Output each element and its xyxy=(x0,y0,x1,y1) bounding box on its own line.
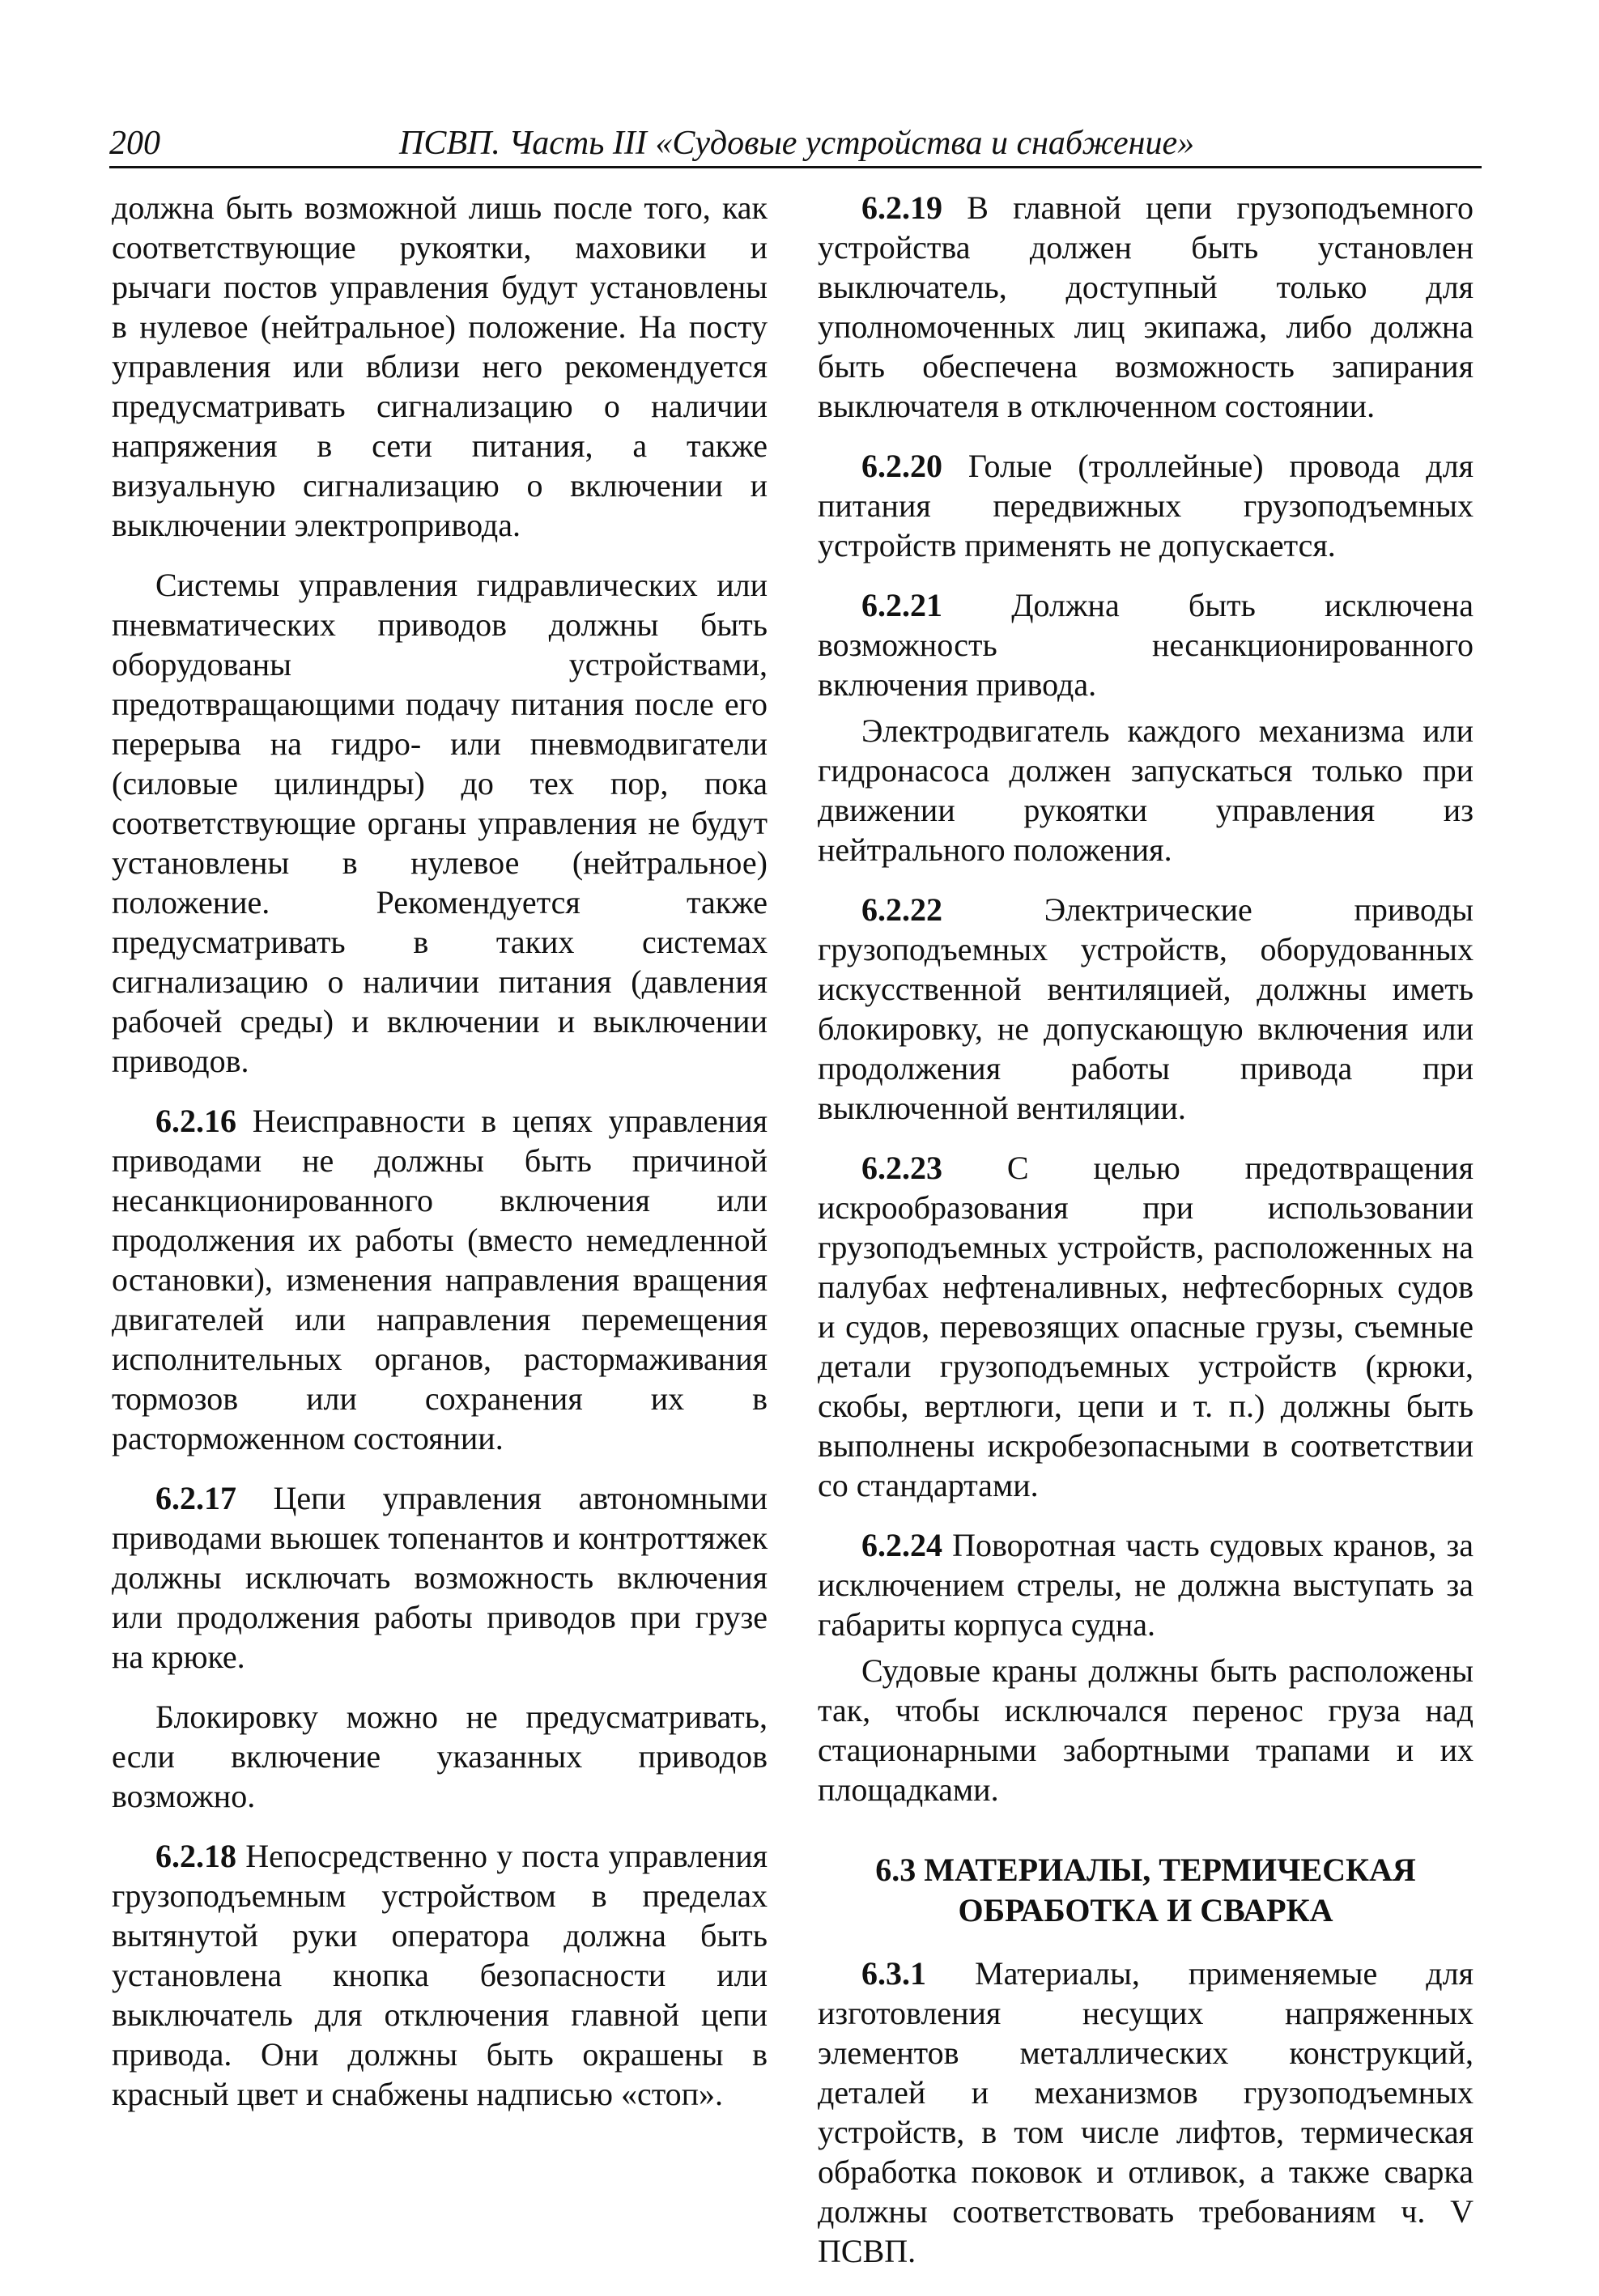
right-column xyxy=(818,188,1474,2291)
clause-number: 6.3.1 xyxy=(861,1955,926,1992)
section-heading xyxy=(818,1850,1474,1931)
clause-text: С целью предотвращения искрообразования при использовании грузоподъемных устройств, расположенных на палубах нефтеналивных, нефтесборных судов и судов, перевозящих опасные грузы, съемные детали грузоподъемных устройств (крюки, скобы, вертлюги, цепи и т. п.) должны быть выполнены искробезопасными в соответствии со стандартами. xyxy=(818,1150,1474,1503)
clause-number: 6.2.24 xyxy=(861,1527,942,1563)
clause-text: Цепи управления автономными приводами вьюшек топенантов и контроттяжек должны исключать возможность включения или продолжения работы приводов при грузе на крюке. xyxy=(112,1480,768,1675)
paragraph-crane-placement: Судовые краны должны быть расположены так, чтобы исключался перенос груза над стационарными забортными трапами и их площадками. xyxy=(818,1652,1474,1808)
clause-text: Материалы, применяемые для изготовления несущих напряженных элементов металлических конструкций, деталей и механизмов грузоподъемных устройств, в том числе лифтов, термическая обработка поковок и отливок, а также сварка должны соответствовать требованиям ч. V ПСВП. xyxy=(818,1955,1474,2269)
clause-6-2-19 xyxy=(818,188,1474,426)
section-heading-line1: 6.3 МАТЕРИАЛЫ, ТЕРМИЧЕСКАЯ xyxy=(875,1852,1416,1888)
clause-text: Неисправности в цепях управления приводами не должны быть причиной несанкционированного включения или продолжения их работы (вместо немедленной остановки), изменения направления вращения двигателей или направления перемещения исполнительных органов, растормаживания тормозов или сохранения их в расторможенном состоянии. xyxy=(112,1103,768,1456)
clause-6-3-1 xyxy=(818,1954,1474,2271)
clause-number: 6.2.19 xyxy=(861,189,942,226)
paragraph-blocking: Блокировку можно не предусматривать, если включение указанных приводов возможно. xyxy=(112,1699,768,1814)
clause-6-2-18 xyxy=(112,1836,768,2114)
clause-6-2-16 xyxy=(112,1101,768,1458)
clause-number: 6.2.18 xyxy=(155,1838,236,1874)
clause-number: 6.2.16 xyxy=(155,1103,236,1139)
clause-6-2-23 xyxy=(818,1148,1474,1505)
paragraph-motor-start: Электродвигатель каждого механизма или гидронасоса должен запускаться только при движении рукоятки управления из нейтрального положения. xyxy=(818,712,1474,868)
clause-text: Поворотная часть судовых кранов, за исключением стрелы, не должна выступать за габариты корпуса судна. xyxy=(818,1527,1474,1643)
clause-6-2-22 xyxy=(818,890,1474,1128)
clause-6-2-21 xyxy=(818,585,1474,704)
paragraph-continuation: должна быть возможной лишь после того, как соответствующие рукоятки, маховики и рычаги постов управления будут установлены в нулевое (нейтральное) положение. На посту управления или вблизи него рекомендуется предусматривать сигнализацию о наличии напряжения в сети питания, а также визуальную сигнализацию о включении и выключении электропривода. xyxy=(112,189,768,543)
clause-6-2-24 xyxy=(818,1525,1474,1644)
page-number: 200 xyxy=(109,125,160,162)
clause-text: Должна быть исключена возможность несанкционированного включения привода. xyxy=(818,587,1474,703)
clause-text: Электрические приводы грузоподъемных устройств, оборудованных искусственной вентиляцией, должны иметь блокировку, не допускающую включения или продолжения работы привода при выключенной вентиляции. xyxy=(818,891,1474,1126)
left-column xyxy=(112,188,768,2134)
clause-number: 6.2.23 xyxy=(861,1150,942,1186)
clause-number: 6.2.20 xyxy=(861,448,942,484)
paragraph-hydraulic-control: Системы управления гидравлических или пневматических приводов должны быть оборудованы устройствами, предотвращающими подачу питания после его перерыва на гидро- или пневмодвигатели (силовые цилиндры) до тех пор, пока соответствующие органы управления не будут установлены в нулевое (нейтральное) положение. Рекомендуется также предусматривать в таких системах сигнализацию о наличии питания (давления рабочей среды) и включении и выключении приводов. xyxy=(112,567,768,1079)
clause-number: 6.2.17 xyxy=(155,1480,236,1516)
clause-number: 6.2.22 xyxy=(861,891,942,928)
section-heading-line2: ОБРАБОТКА И СВАРКА xyxy=(958,1892,1333,1928)
running-title: ПСВП. Часть III «Судовые устройства и снабжение» xyxy=(399,125,1195,162)
clause-6-2-20 xyxy=(818,446,1474,565)
clause-number: 6.2.21 xyxy=(861,587,942,623)
clause-text: Непосредственно у поста управления грузоподъемным устройством в пределах вытянутой руки оператора должна быть установлена кнопка безопасности или выключатель для отключения главной цепи привода. Они должны быть окрашены в красный цвет и снабжены надписью «стоп». xyxy=(112,1838,768,2112)
clause-text: Голые (троллейные) провода для питания передвижных грузоподъемных устройств применять не допускается. xyxy=(818,448,1474,563)
clause-text: В главной цепи грузоподъемного устройства должен быть установлен выключатель, доступный только для уполномоченных лиц экипажа, либо должна быть обеспечена возможность запирания выключателя в отключенном состоянии. xyxy=(818,189,1474,424)
page-header xyxy=(109,117,1482,168)
clause-6-2-17 xyxy=(112,1478,768,1677)
